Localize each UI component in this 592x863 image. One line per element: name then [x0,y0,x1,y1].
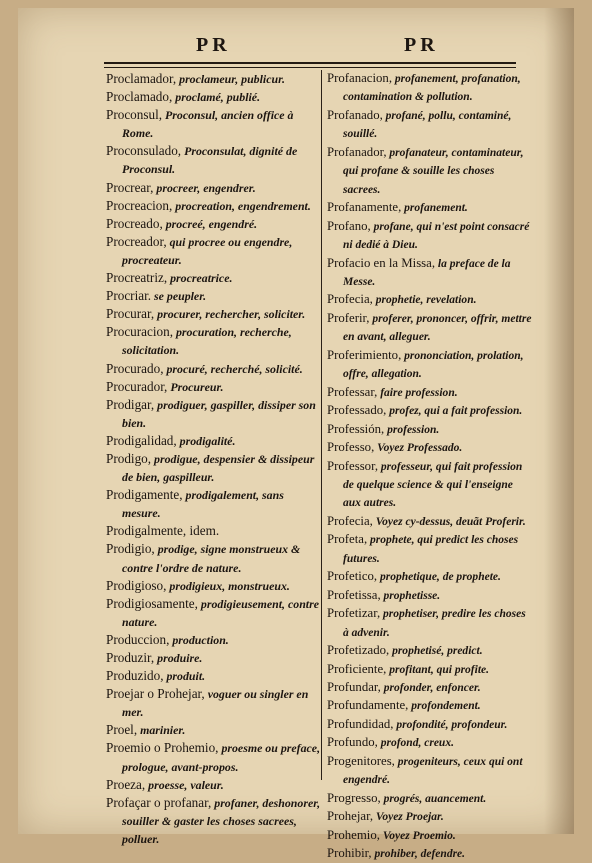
entry-translation: Voyez Professado. [374,442,463,455]
entry-translation: prononciation, prolation, offre, allegation. [343,349,524,381]
dictionary-entry [327,587,533,605]
right-column [327,70,533,863]
entry-headword: Prodigamente, [106,487,183,503]
dictionary-entry [106,577,321,595]
entry-headword: Prohemio, [327,827,380,842]
dictionary-entry [327,716,533,734]
entry-translation: prodigalité. [176,433,236,448]
entry-translation: prophetiser, predire les choses à advenir. [343,608,526,639]
entry-headword: Professión, [327,421,385,436]
dictionary-entry [106,378,321,396]
entry-headword: Proconsul, [106,107,163,123]
entry-headword: Profanado, [327,107,383,122]
entry-headword: Profundamente, [327,698,409,713]
entry-translation: Voyez Proejar. [373,811,444,824]
entry-headword: Profetizar, [327,606,381,621]
entry-translation: procuration, recherche, solicitation. [122,325,292,358]
entry-translation: profonder, enfoncer. [380,681,481,694]
entry-translation: prophetie, revelation. [372,294,477,307]
dictionary-entry [106,794,321,848]
dictionary-entry [106,432,321,450]
dictionary-entry [106,739,321,775]
entry-headword: Prohibir, [327,846,372,861]
running-header-left: PR [196,34,231,56]
dictionary-entry [106,667,321,685]
dictionary-entry [106,522,321,540]
entry-translation: proferer, prononcer, offrir, mettre en avant, alleguer. [343,312,532,344]
entry-headword: Profanador, [327,144,387,159]
dictionary-entry [106,685,321,721]
entry-headword: Profundar, [327,679,381,694]
entry-translation: profanateur, contaminateur, qui profane & souille les choses sacrees. [343,146,524,196]
entry-translation: se peupler. [151,289,207,304]
entry-translation: Voyez cy-dessus, deuãt Proferir. [372,515,526,528]
entry-headword: Procreado, [106,215,163,231]
entry-translation: profez, qui a fait profession. [386,405,523,418]
dictionary-entry [327,384,533,402]
entry-headword: Proclamado, [106,89,173,105]
entry-translation: qui procree ou engendre, procreateur. [122,234,293,267]
left-column [106,70,321,848]
entry-translation: production. [169,632,229,647]
dictionary-entry [106,721,321,739]
dictionary-entry [327,291,533,309]
entry-headword: Profundo, [327,735,378,750]
entry-translation: prodigalement, sans mesure. [122,488,284,521]
dictionary-entry [327,734,533,752]
entry-translation: produit. [163,669,206,684]
entry-translation: prodiguer, gaspiller, dissiper son bien. [122,397,316,430]
entry-headword: Progenitores, [327,753,395,768]
entry-translation: produire. [154,651,203,665]
entry-headword: Procreador, [106,233,167,249]
entry-headword: Prodigioso, [106,577,167,593]
entry-translation: progeniteurs, ceux qui ont engendré. [343,755,523,787]
entry-headword: Prohejar, [327,809,374,824]
dictionary-entry [106,360,321,378]
entry-headword: Profecia, [327,513,373,528]
dictionary-entry [106,197,321,215]
entry-translation: profondement. [408,700,481,713]
entry-headword: Procurador, [106,378,168,394]
dictionary-entry [106,106,321,142]
entry-translation: profanement, profanation, contamination & pollution. [343,73,521,104]
entry-headword: Produzir, [106,650,155,665]
entry-translation: profanement. [401,202,468,215]
entry-headword: Procreatriz, [106,270,168,286]
entry-translation: profané, pollu, contaminé, souillé. [343,109,512,141]
entry-headword: Procrear, [106,179,154,195]
entry-translation: profession. [384,423,440,436]
dictionary-entry [327,697,533,715]
entry-translation: Proconsulat, dignité de Proconsul. [122,144,298,177]
dictionary-entry [327,199,533,217]
entry-headword: Prodigalmente, idem. [106,523,220,539]
entry-headword: Prodigo, [106,450,152,466]
page-gutter-shadow [544,8,574,834]
entry-headword: Professo, [327,440,375,455]
entry-translation: proclameur, publicur. [176,72,286,86]
entry-headword: Profeta, [327,532,368,547]
entry-headword: Profano, [327,218,371,233]
entry-headword: Procuracion, [106,324,174,340]
entry-translation: prophetisé, predict. [389,645,483,658]
entry-translation: prodige, signe monstrueux & contre l'ordre de nature. [122,542,301,575]
entry-translation: la preface de la Messe. [343,257,511,288]
dictionary-entry [106,142,321,178]
entry-translation: profond, creux. [377,737,454,750]
entry-headword: Profetico, [327,569,378,584]
dictionary-entry [327,845,533,863]
dictionary-entry [106,396,321,432]
entry-translation: Procureur. [167,379,224,394]
entry-translation: Voyez Proemio. [379,829,456,842]
entry-headword: Prodigiosamente, [106,595,198,611]
dictionary-entry [327,513,533,531]
entry-translation: prodigieusement, contre nature. [122,596,319,629]
dictionary-entry [106,323,321,359]
dictionary-entry [106,287,321,305]
entry-translation: voguer ou singler en mer. [122,687,309,720]
entry-translation: profitant, qui profite. [386,663,490,676]
entry-translation: proclamé, publié. [172,90,261,105]
entry-translation: prophetisse. [380,589,441,602]
entry-translation: proesme ou preface, prologue, avant-propos. [122,741,321,774]
dictionary-entry [327,790,533,808]
entry-headword: Profacio en la Missa, [327,255,436,270]
entry-headword: Procurado, [106,360,164,376]
entry-headword: Produccion, [106,631,170,647]
entry-translation: Proconsul, ancien office à Rome. [122,108,294,141]
entry-headword: Profetissa, [327,587,381,602]
entry-headword: Proclamador, [106,71,177,86]
dictionary-entry [327,458,533,513]
column-divider [321,70,322,780]
entry-headword: Prodigar, [106,396,155,412]
entry-translation: profondité, profondeur. [393,718,508,731]
entry-translation: prophetique, de prophete. [377,571,501,584]
dictionary-entry [327,568,533,586]
entry-translation: proesse, valeur. [145,777,224,792]
dictionary-entry [106,269,321,287]
dictionary-entry [327,402,533,420]
dictionary-entry [106,595,321,631]
entry-headword: Profanacion, [327,71,393,85]
dictionary-entry [106,776,321,794]
entry-headword: Proemio o Prohemio, [106,740,219,756]
entry-headword: Proferimiento, [327,347,402,362]
dictionary-entry [327,661,533,679]
dictionary-entry [327,808,533,826]
dictionary-entry [106,631,321,649]
dictionary-entry [327,642,533,660]
entry-headword: Procurar, [106,306,155,322]
dictionary-entry [327,255,533,292]
entry-headword: Proficiente, [327,661,387,676]
dictionary-entry [327,605,533,642]
entry-headword: Professor, [327,458,379,473]
dictionary-entry [327,347,533,384]
dictionary-entry [327,421,533,439]
dictionary-entry [327,531,533,568]
dictionary-entry [327,753,533,790]
dictionary-entry [106,305,321,323]
entry-headword: Profaçar o profanar, [106,794,212,810]
entry-headword: Prodigio, [106,541,155,557]
entry-headword: Profundidad, [327,716,394,731]
entry-headword: Progresso, [327,790,381,805]
dictionary-entry [106,88,321,106]
entry-translation: procreatrice. [167,271,233,286]
header-rule [104,62,516,64]
dictionary-entry [106,233,321,269]
entry-translation: procreation, engendrement. [172,198,311,213]
dictionary-entry [327,679,533,697]
dictionary-entry [327,70,533,107]
entry-headword: Prodigalidad, [106,432,177,448]
entry-headword: Proel, [106,722,138,738]
dictionary-entry [106,179,321,197]
entry-translation: prohiber, defendre. [371,848,466,861]
entry-translation: procreer, engendrer. [153,180,256,195]
entry-headword: Profetizado, [327,643,390,658]
entry-translation: profane, qui n'est point consacré ni dedié à Dieu. [343,220,530,252]
dictionary-entry [106,215,321,233]
dictionary-entry [106,450,321,486]
entry-translation: procreé, engendré. [162,216,258,231]
header-rule-thin [104,67,516,68]
dictionary-entry [327,107,533,144]
entry-headword: Professado, [327,403,387,418]
entry-translation: prophete, qui predict les choses futures. [343,534,519,565]
entry-translation: procurer, rechercher, soliciter. [154,307,306,322]
entry-headword: Profecia, [327,292,373,307]
running-header-right: PR [404,34,439,56]
entry-translation: marinier. [137,723,186,738]
dictionary-entry [327,827,533,845]
entry-translation: prodigieux, monstrueux. [166,578,290,593]
entry-headword: Procreacion, [106,197,173,213]
dictionary-entry [327,310,533,347]
dictionary-entry [327,144,533,199]
entry-translation: profaner, deshonorer, souiller & gaster les choses sacrees, polluer. [122,795,321,846]
dictionary-entry [106,540,321,576]
entry-headword: Proejar o Prohejar, [106,686,205,702]
entry-translation: procuré, recherché, solicité. [163,361,303,376]
entry-translation: progrés, auancement. [380,792,487,805]
entry-headword: Produzido, [106,668,164,684]
entry-translation: professeur, qui fait profession de quelque science & qui l'enseigne aux autres. [343,460,523,510]
dictionary-entry [106,486,321,522]
entry-headword: Proeza, [106,776,146,792]
entry-headword: Professar, [327,384,378,399]
dictionary-entry [106,70,321,88]
dictionary-entry [327,218,533,255]
entry-headword: Proconsulado, [106,143,182,159]
dictionary-entry [106,649,321,667]
entry-translation: faire profession. [377,386,458,399]
dictionary-entry [327,439,533,457]
entry-translation: prodigue, despensier & dissipeur de bien, gaspilleur. [122,451,315,485]
entry-headword: Profanamente, [327,200,402,215]
entry-headword: Proferir, [327,310,370,325]
entry-headword: Procriar. [106,288,152,304]
